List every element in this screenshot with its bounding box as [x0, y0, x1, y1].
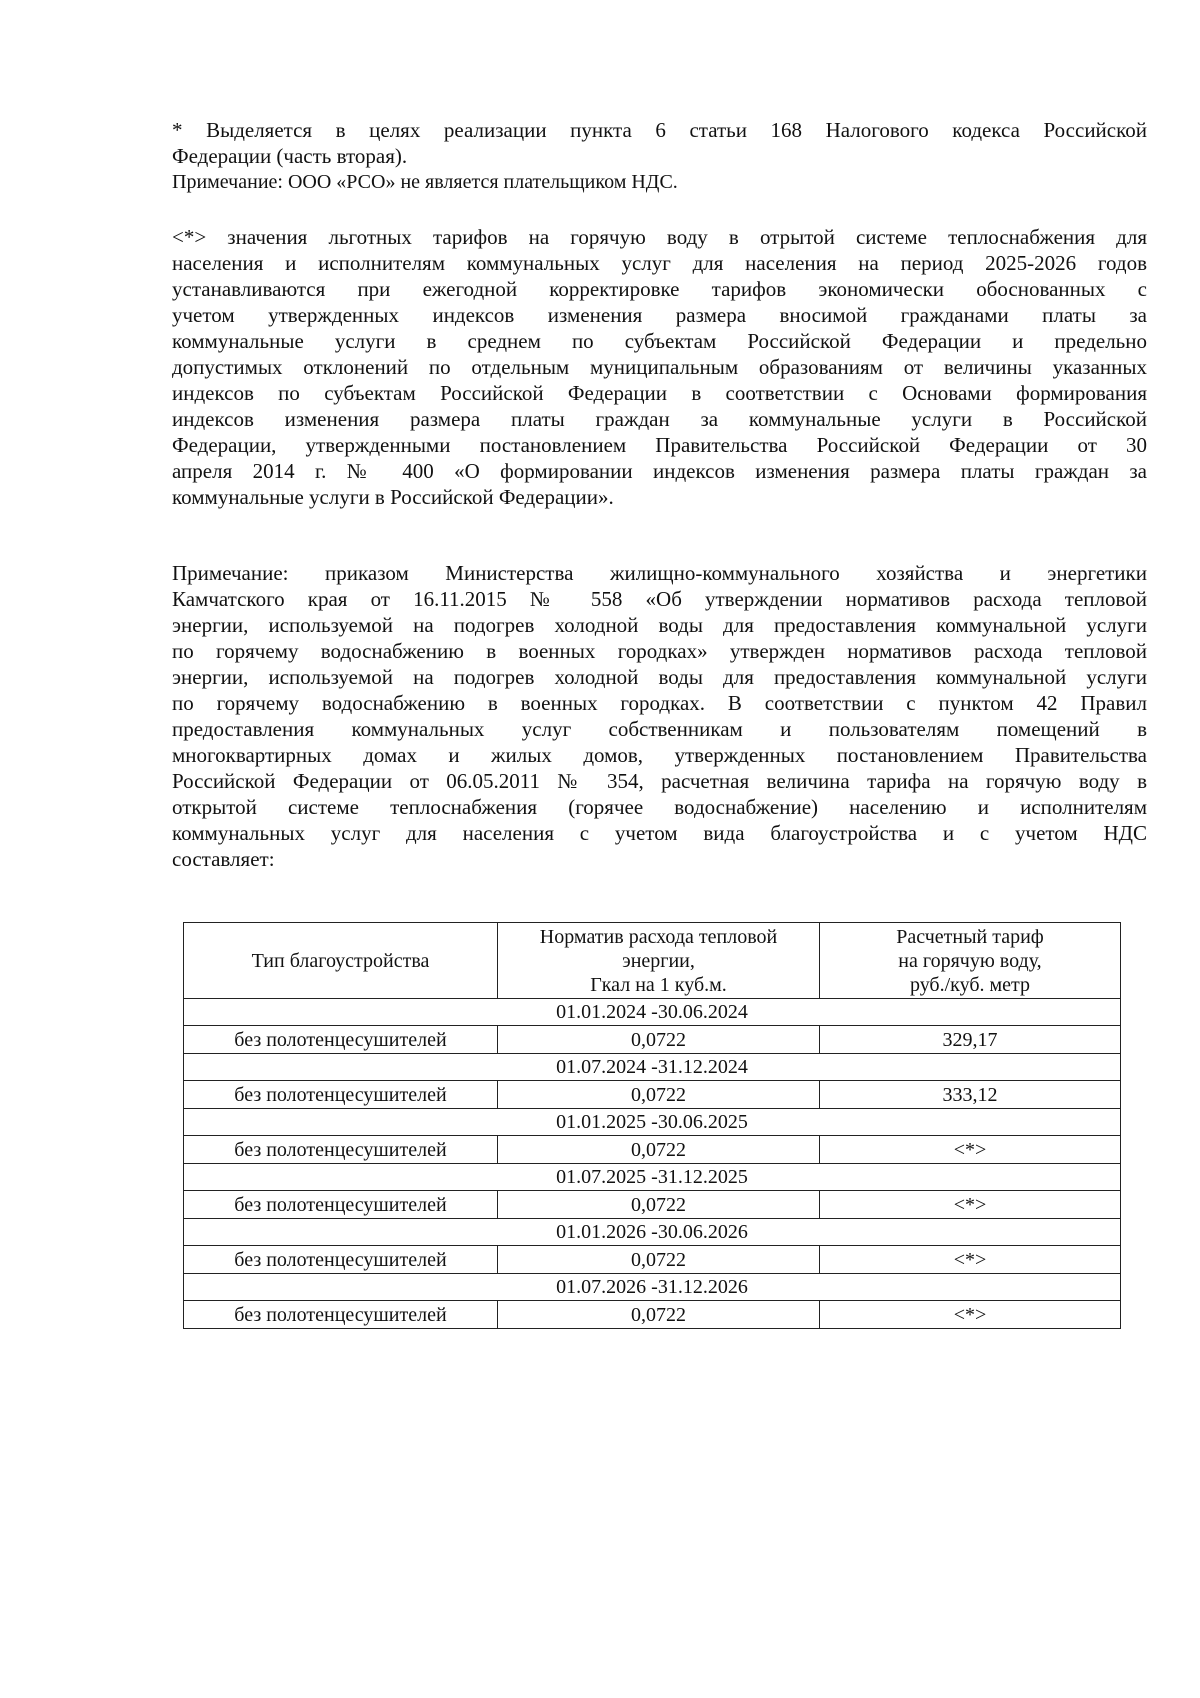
period-label: 01.01.2026 -30.06.2026 — [184, 1219, 1121, 1246]
paragraph-line: Российской Федерации от 06.05.2011 № 354, расчетная величина тарифа на горячую воду в — [172, 769, 1147, 793]
paragraph-line: Камчатского края от 16.11.2015 № 558 «Об утверждении нормативов расхода тепловой — [172, 587, 1147, 611]
note-line: коммунальные услуги в среднем по субъектам Российской Федерации и предельно — [172, 329, 1147, 353]
table-row — [184, 1301, 1121, 1329]
cell-tariff: <*> — [820, 1301, 1121, 1329]
note-line: индексов по субъектам Российской Федерации в соответствии с Основами формирования — [172, 381, 1147, 405]
period-row — [184, 1274, 1121, 1301]
table-row — [184, 1246, 1121, 1274]
paragraph-line: открытой системе теплоснабжения (горячее водоснабжение) населению и исполнителям — [172, 795, 1147, 819]
vat-note: Примечание: ООО «РСО» не является плательщиком НДС. — [172, 171, 678, 193]
cell-type: без полотенцесушителей — [184, 1246, 498, 1274]
paragraph-line: энергии, используемой на подогрев холодной воды для предоставления коммунальной услуги — [172, 613, 1147, 637]
table-row — [184, 1136, 1121, 1164]
paragraph-line: коммунальных услуг для населения с учетом вида благоустройства и с учетом НДС — [172, 821, 1147, 845]
cell-norm: 0,0722 — [498, 1246, 820, 1274]
period-label: 01.07.2025 -31.12.2025 — [184, 1164, 1121, 1191]
paragraph-line: многоквартирных домах и жилых домов, утвержденных постановлением Правительства — [172, 743, 1147, 767]
table-row — [184, 1191, 1121, 1219]
note-line: устанавливаются при ежегодной корректировке тарифов экономически обоснованных с — [172, 277, 1147, 301]
cell-norm: 0,0722 — [498, 1136, 820, 1164]
cell-type: без полотенцесушителей — [184, 1191, 498, 1219]
table-header-row — [184, 923, 1121, 999]
paragraph-line: составляет: — [172, 847, 275, 871]
table-row — [184, 1081, 1121, 1109]
cell-norm: 0,0722 — [498, 1081, 820, 1109]
period-label: 01.01.2025 -30.06.2025 — [184, 1109, 1121, 1136]
cell-norm: 0,0722 — [498, 1301, 820, 1329]
tariff-asterisk-note — [172, 224, 1147, 510]
cell-norm: 0,0722 — [498, 1026, 820, 1054]
footnote-line: * Выделяется в целях реализации пункта 6 статьи 168 Налогового кодекса Российской — [172, 118, 1147, 142]
period-label: 01.07.2024 -31.12.2024 — [184, 1054, 1121, 1081]
cell-type: без полотенцесушителей — [184, 1301, 498, 1329]
note-line: учетом утвержденных индексов изменения размера вносимой гражданами платы за — [172, 303, 1147, 327]
header-type: Тип благоустройства — [184, 923, 498, 999]
vat-footnote — [172, 117, 1147, 195]
paragraph-line: по горячему водоснабжению в военных городках. В соответствии с пунктом 42 Правил — [172, 691, 1147, 715]
cell-type: без полотенцесушителей — [184, 1026, 498, 1054]
cell-tariff: 333,12 — [820, 1081, 1121, 1109]
note-line: апреля 2014 г. № 400 «О формировании индексов изменения размера платы граждан за — [172, 459, 1147, 483]
note-line: индексов изменения размера платы граждан за коммунальные услуги в Российской — [172, 407, 1147, 431]
primechanie-paragraph — [172, 560, 1147, 872]
cell-type: без полотенцесушителей — [184, 1136, 498, 1164]
header-tariff: Расчетный тариф на горячую воду, руб./куб. метр — [820, 923, 1121, 999]
cell-tariff: <*> — [820, 1246, 1121, 1274]
paragraph-line: Примечание: приказом Министерства жилищно-коммунального хозяйства и энергетики — [172, 561, 1147, 585]
paragraph-line: по горячему водоснабжению в военных городках» утвержден нормативов расхода тепловой — [172, 639, 1147, 663]
period-label: 01.07.2026 -31.12.2026 — [184, 1274, 1121, 1301]
header-norm: Норматив расхода тепловой энергии, Гкал на 1 куб.м. — [498, 923, 820, 999]
table-row — [184, 1026, 1121, 1054]
footnote-line: Федерации (часть вторая). — [172, 144, 408, 168]
period-row — [184, 1164, 1121, 1191]
period-label: 01.01.2024 -30.06.2024 — [184, 999, 1121, 1026]
cell-type: без полотенцесушителей — [184, 1081, 498, 1109]
cell-tariff: 329,17 — [820, 1026, 1121, 1054]
period-row — [184, 1109, 1121, 1136]
paragraph-line: предоставления коммунальных услуг собственникам и пользователям помещений в — [172, 717, 1147, 741]
note-line: коммунальные услуги в Российской Федерации». — [172, 485, 614, 509]
note-line: <*> значения льготных тарифов на горячую воду в отрытой системе теплоснабжения для — [172, 225, 1147, 249]
period-row — [184, 1054, 1121, 1081]
cell-norm: 0,0722 — [498, 1191, 820, 1219]
cell-tariff: <*> — [820, 1191, 1121, 1219]
cell-tariff: <*> — [820, 1136, 1121, 1164]
note-line: допустимых отклонений по отдельным муниципальным образованиям от величины указанных — [172, 355, 1147, 379]
paragraph-line: энергии, используемой на подогрев холодной воды для предоставления коммунальной услуги — [172, 665, 1147, 689]
note-line: населения и исполнителям коммунальных услуг для населения на период 2025-2026 годов — [172, 251, 1147, 275]
note-line: Федерации, утвержденными постановлением Правительства Российской Федерации от 30 — [172, 433, 1147, 457]
period-row — [184, 1219, 1121, 1246]
period-row — [184, 999, 1121, 1026]
tariff-table — [183, 922, 1121, 1329]
